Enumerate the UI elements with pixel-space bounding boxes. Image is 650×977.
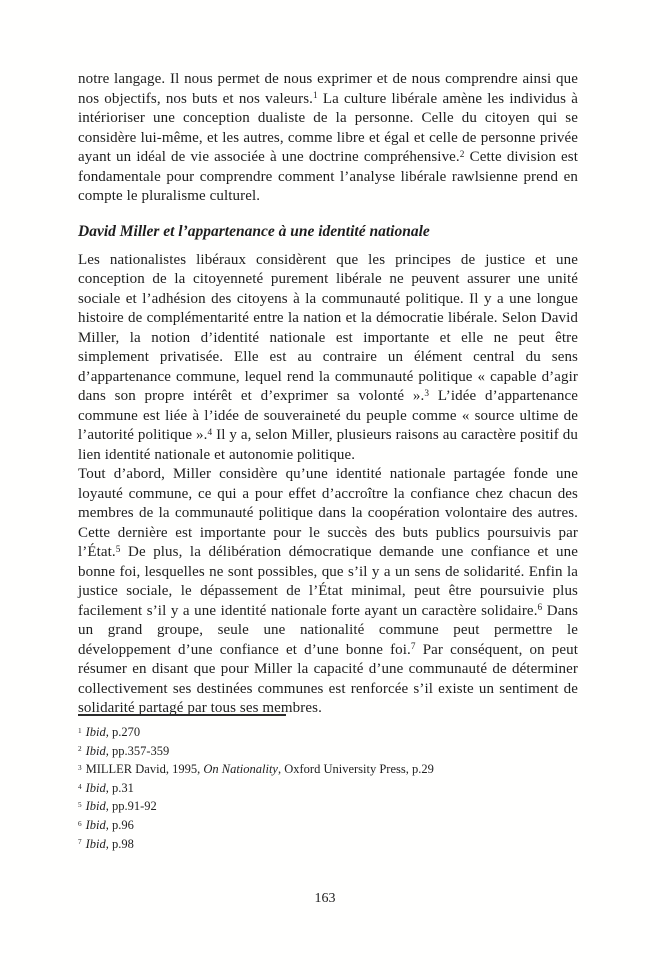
- footnote-marker: 7: [410, 642, 416, 653]
- footnote-marker: 7: [78, 838, 82, 847]
- footnote-marker: 6: [537, 603, 543, 614]
- footnote-marker: 3: [78, 763, 82, 772]
- footnote: $^1$ Ibid, p.270: [78, 725, 141, 739]
- main-text-block: [78, 70, 578, 719]
- footnote: $^5$ Ibid, pp.91-92: [78, 799, 157, 814]
- footnote-marker: 5: [78, 801, 82, 810]
- footnote-marker: 2: [78, 745, 82, 754]
- footnote-marker: 5: [115, 544, 121, 555]
- footnote-marker: 4: [78, 782, 82, 791]
- footnote-separator: [78, 714, 286, 716]
- footnote: $^2$ Ibid, pp.357-359: [78, 743, 170, 758]
- footnote: $^7$ Ibid, p.98: [78, 836, 134, 851]
- footnote-marker: 3: [424, 388, 430, 399]
- footnote-marker: 1: [312, 91, 318, 102]
- paragraph-miller-principles: Les nationalistes libéraux considèrent que les principes de justice et une conception de la citoyenneté purement libérale ne peuvent assurer une unité sociale et l’adhésion des citoyens à la communauté politique. Il y a une longue histoire de complémentarité entre la nation et la démocratie libérale. Selon David Miller, la notion d’identité nationale est importante et elle ne peut être simplement privatisée. Elle est au contraire un élément central du sens d’appartenance commune, lequel rend la communauté politique « capable d’agir dans son propre intérêt et d’exprimer sa volonté ».$^3$ L’idée d’appartenance commune est liée à l’idée de souveraineté du peuple comme « source ultime de l’autorité politique ».$^4$ Il y a, selon Miller, plusieurs raisons au caractère positif du lien identité nationale et autonomie politique.: [78, 251, 578, 463]
- footnote-list: [78, 723, 578, 853]
- page-number: 163: [314, 891, 336, 906]
- footnote: $^6$ Ibid, p.96: [78, 817, 134, 832]
- paragraph-intro: notre langage. Il nous permet de nous exprimer et de nous comprendre ainsi que nos objectifs, nos buts et nos valeurs.$^1$ La culture libérale amène les individus à intérioriser une conception dualiste de la personne. Celle du citoyen qui se considère lui-même, et les autres, comme libre et égal et celle de personne privée ayant un idéal de vie associée à une doctrine compréhensive.$^2$ Cette division est fondamentale pour comprendre comment l’analyse libérale rawlsienne prend en compte le pluralisme culturel.: [78, 71, 578, 204]
- footnote-marker: 6: [78, 819, 82, 828]
- footnote: $^4$ Ibid, p.31: [78, 780, 134, 795]
- footnote-marker: 4: [207, 427, 213, 438]
- section-heading: David Miller et l’appartenance à une identité nationale: [78, 222, 430, 240]
- footnote-marker: 1: [78, 726, 82, 735]
- footnote-marker: 2: [459, 149, 465, 160]
- footnote: $^3$ MILLER David, 1995, On Nationality, Oxford University Press, p.29: [78, 762, 434, 777]
- paragraph-miller-reasons: Tout d’abord, Miller considère qu’une identité nationale partagée fonde une loyauté commune, ce qui a pour effet d’accroître la confiance chez chacun des membres de la communauté politique dans la coopération volontaire des autres. Cette dernière est importante pour le succès des buts publics poursuivis par l’État.$^5$ De plus, la délibération démocratique demande une confiance et une bonne foi, lesquelles ne sont possibles, que s’il y a un sens de solidarité. Enfin la justice sociale, le dépassement de l’État minimal, peut être poursuivie plus facilement s’il y a une identité nationale forte ayant un caractère solidaire.$^6$ Dans un grand groupe, seule une nationalité commune peut permettre le développement d’une confiance et d’une bonne foi.$^7$ Par conséquent, on peut résumer en disant que pour Miller la capacité d’une communauté de déterminer collectivement ses destinées communes est renforcée s’il existe un sentiment de solidarité partagé par tous ses membres.: [78, 466, 579, 716]
- footnote-area: [78, 714, 578, 853]
